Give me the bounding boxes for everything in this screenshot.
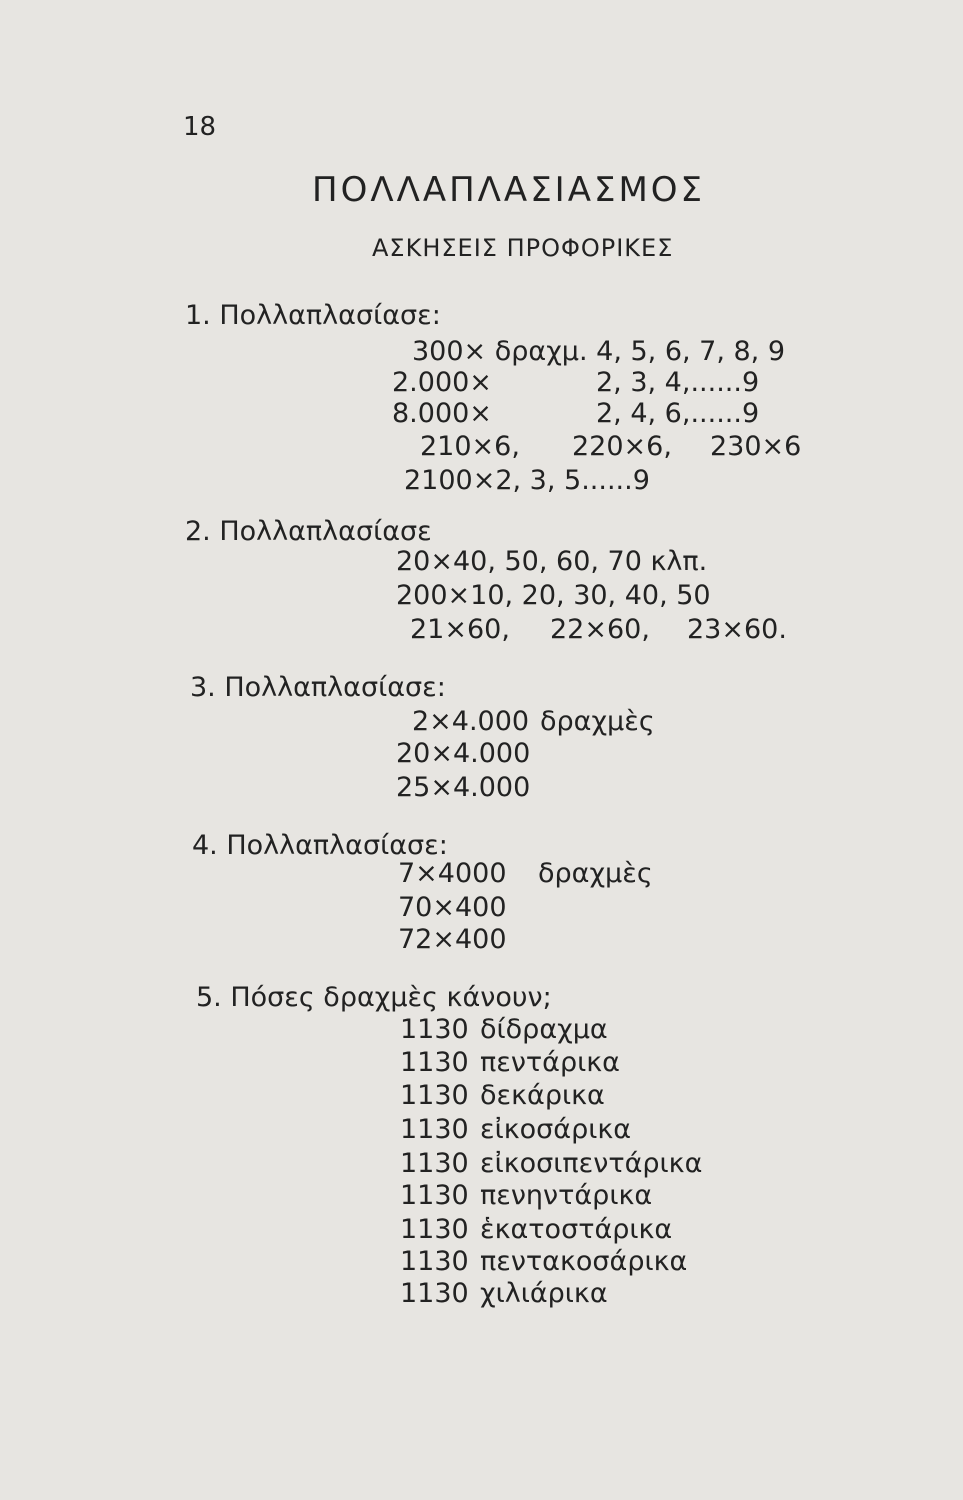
exercise-2-heading: 2. Πολλαπλασίασε [185, 516, 432, 547]
coin-row-coin: πεντάρικα [480, 1047, 620, 1078]
coin-row-count: 1130 [400, 1246, 469, 1277]
exercise-1-row-1 [412, 336, 785, 367]
exercise-1-row-1-text: 300× δραχμ. 4, 5, 6, 7, 8, 9 [412, 336, 786, 367]
coin-row-count: 1130 [400, 1148, 469, 1179]
exercise-3-row-3-text: 25×4.000 [396, 772, 531, 803]
exercise-2-row-3-item-1: 21×60, [410, 614, 510, 645]
exercise-2-row-1 [396, 546, 707, 577]
exercise-4-row-2-text: 70×400 [398, 892, 507, 923]
exercise-2-row-3 [410, 614, 790, 648]
exercise-4-row-1-unit: δραχμὲς [538, 858, 653, 889]
exercise-3-row-3 [396, 772, 530, 803]
coin-row-count: 1130 [400, 1114, 469, 1145]
coin-row-coin: δεκάρικα [480, 1080, 605, 1111]
coin-list [400, 1014, 760, 1314]
page-title: ΠΟΛΛΑΠΛΑΣΙΑΣΜΟΣ [312, 170, 706, 210]
exercise-4-row-2 [398, 892, 507, 923]
coin-row-coin: εἰκοσιπεντάρικα [480, 1148, 703, 1179]
exercise-5-heading: 5. Πόσες δραχμὲς κάνουν; [196, 982, 552, 1013]
exercise-3-row-1-product: 2×4.000 [412, 706, 530, 737]
page-subtitle: ΑΣΚΗΣΕΙΣ ΠΡΟΦΟΡΙΚΕΣ [372, 234, 674, 262]
exercise-3-heading: 3. Πολλαπλασίασε: [190, 672, 446, 703]
exercise-3-row-1 [412, 706, 712, 740]
exercise-4-row-1 [398, 858, 698, 892]
page-number: 18 [183, 112, 217, 142]
exercise-1-row-3 [392, 398, 812, 432]
exercise-2-row-1-text: 20×40, 50, 60, 70 κλπ. [396, 546, 708, 577]
exercise-2-row-2-text: 200×10, 20, 30, 40, 50 [396, 580, 711, 611]
coin-row-count: 1130 [400, 1080, 469, 1111]
exercise-1-heading: 1. Πολλαπλασίασε: [185, 300, 441, 331]
coin-row-coin: πενηντάρικα [480, 1180, 653, 1211]
exercise-4-row-3 [398, 924, 507, 955]
exercise-1-row-4-item-3: 230×6 [710, 431, 802, 462]
coin-row-coin: εἰκοσάρικα [480, 1114, 632, 1145]
exercise-1-row-5 [404, 465, 650, 496]
exercise-1-row-3-factor: 8.000× [392, 398, 492, 429]
exercise-1-row-2 [392, 367, 812, 401]
exercise-4-row-3-text: 72×400 [398, 924, 507, 955]
exercise-4-heading: 4. Πολλαπλασίασε: [192, 830, 448, 861]
exercise-2-row-3-item-2: 22×60, [550, 614, 650, 645]
coin-row-count: 1130 [400, 1047, 469, 1078]
exercise-1-row-3-multipliers: 2, 4, 6,......9 [596, 398, 760, 429]
coin-row-coin: χιλιάρικα [480, 1278, 608, 1309]
exercise-1-row-2-factor: 2.000× [392, 367, 492, 398]
exercise-2-row-2 [396, 580, 711, 611]
exercise-4-row-1-product: 7×4000 [398, 858, 507, 889]
exercise-1-row-4-item-1: 210×6, [420, 431, 520, 462]
coin-row-count: 1130 [400, 1278, 469, 1309]
coin-row-count: 1130 [400, 1180, 469, 1211]
exercise-3-row-2 [396, 738, 530, 769]
coin-row-count: 1130 [400, 1214, 469, 1245]
coin-row-count: 1130 [400, 1014, 469, 1045]
coin-row-coin: δίδραχμα [480, 1014, 608, 1045]
coin-row-coin: πεντακοσάρικα [480, 1246, 688, 1277]
exercise-1-row-4-item-2: 220×6, [572, 431, 672, 462]
exercise-3-row-2-text: 20×4.000 [396, 738, 531, 769]
exercise-1-row-2-multipliers: 2, 3, 4,......9 [596, 367, 760, 398]
exercise-2-row-3-item-3: 23×60. [687, 614, 787, 645]
exercise-1-row-4 [420, 431, 820, 465]
exercise-3-row-1-unit: δραχμὲς [540, 706, 655, 737]
exercise-1-row-5-text: 2100×2, 3, 5......9 [404, 465, 650, 496]
coin-row-coin: ἑκατοστάρικα [480, 1214, 673, 1245]
